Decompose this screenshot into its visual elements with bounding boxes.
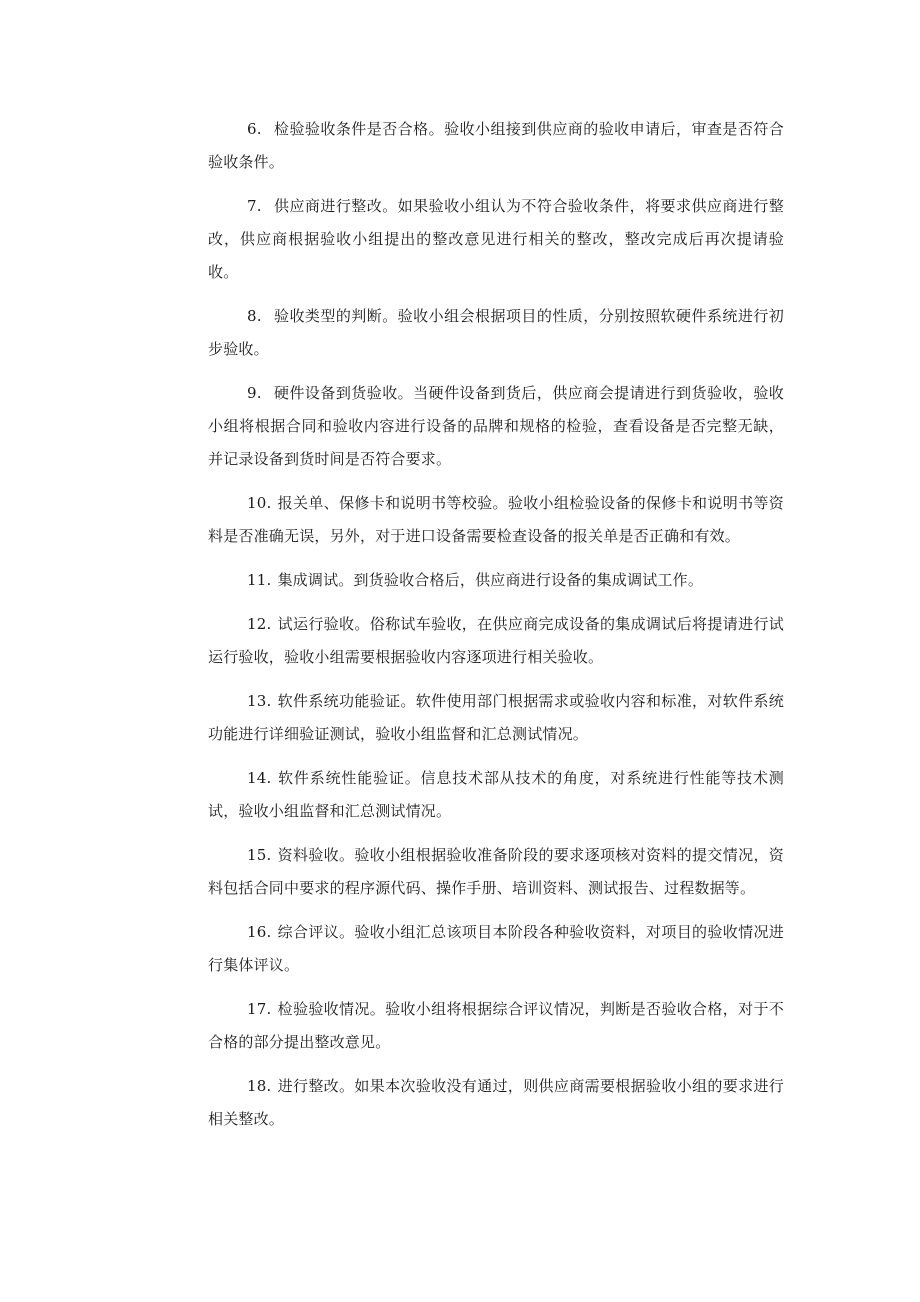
- list-item: [208, 685, 784, 751]
- list-item: [208, 113, 784, 179]
- item-text: 硬件设备到货验收。当硬件设备到货后，供应商会提请进行到货验收，验收小组将根据合同和验收内容进行设备的品牌和规格的检验，查看设备是否完整无缺，并记录设备到货时间是否符合要求。: [208, 384, 784, 468]
- item-number: 9.: [247, 384, 262, 402]
- item-number: 11.: [247, 571, 272, 589]
- item-text: 综合评议。验收小组汇总该项目本阶段各种验收资料，对项目的验收情况进行集体评议。: [208, 923, 784, 974]
- item-number: 17.: [247, 1000, 272, 1018]
- list-item: [208, 300, 784, 366]
- list-item: [208, 916, 784, 982]
- list-item: [208, 839, 784, 905]
- item-text: 检验验收情况。验收小组将根据综合评议情况，判断是否验收合格，对于不合格的部分提出整改意见。: [208, 1000, 784, 1051]
- item-number: 14.: [247, 769, 272, 787]
- document-body: [208, 113, 784, 1147]
- item-text: 软件系统性能验证。信息技术部从技术的角度，对系统进行性能等技术测试，验收小组监督和汇总测试情况。: [208, 769, 784, 820]
- item-number: 7.: [247, 197, 262, 215]
- item-number: 13.: [247, 692, 272, 710]
- item-number: 18.: [247, 1077, 272, 1095]
- item-number: 8.: [247, 307, 262, 325]
- item-text: 供应商进行整改。如果验收小组认为不符合验收条件，将要求供应商进行整改，供应商根据验收小组提出的整改意见进行相关的整改，整改完成后再次提请验收。: [208, 197, 784, 281]
- item-text: 检验验收条件是否合格。验收小组接到供应商的验收申请后，审查是否符合验收条件。: [208, 120, 784, 171]
- item-text: 试运行验收。俗称试车验收，在供应商完成设备的集成调试后将提请进行试运行验收，验收小组需要根据验收内容逐项进行相关验收。: [208, 615, 784, 666]
- item-text: 集成调试。到货验收合格后，供应商进行设备的集成调试工作。: [277, 571, 704, 589]
- item-number: 15.: [247, 846, 272, 864]
- item-text: 软件系统功能验证。软件使用部门根据需求或验收内容和标准，对软件系统功能进行详细验证测试，验收小组监督和汇总测试情况。: [208, 692, 784, 743]
- list-item: [208, 993, 784, 1059]
- list-item: [208, 762, 784, 828]
- list-item: [208, 190, 784, 289]
- list-item: [208, 608, 784, 674]
- item-text: 验收类型的判断。验收小组会根据项目的性质，分别按照软硬件系统进行初步验收。: [208, 307, 784, 358]
- item-text: 报关单、保修卡和说明书等校验。验收小组检验设备的保修卡和说明书等资料是否准确无误，另外，对于进口设备需要检查设备的报关单是否正确和有效。: [208, 494, 784, 545]
- item-number: 6.: [247, 120, 262, 138]
- item-text: 进行整改。如果本次验收没有通过，则供应商需要根据验收小组的要求进行相关整改。: [208, 1077, 784, 1128]
- list-item: [208, 564, 784, 597]
- list-item: [208, 487, 784, 553]
- item-number: 12.: [247, 615, 272, 633]
- list-item: [208, 1070, 784, 1136]
- list-item: [208, 377, 784, 476]
- item-number: 10.: [247, 494, 272, 512]
- item-text: 资料验收。验收小组根据验收准备阶段的要求逐项核对资料的提交情况，资料包括合同中要求的程序源代码、操作手册、培训资料、测试报告、过程数据等。: [208, 846, 784, 897]
- item-number: 16.: [247, 923, 272, 941]
